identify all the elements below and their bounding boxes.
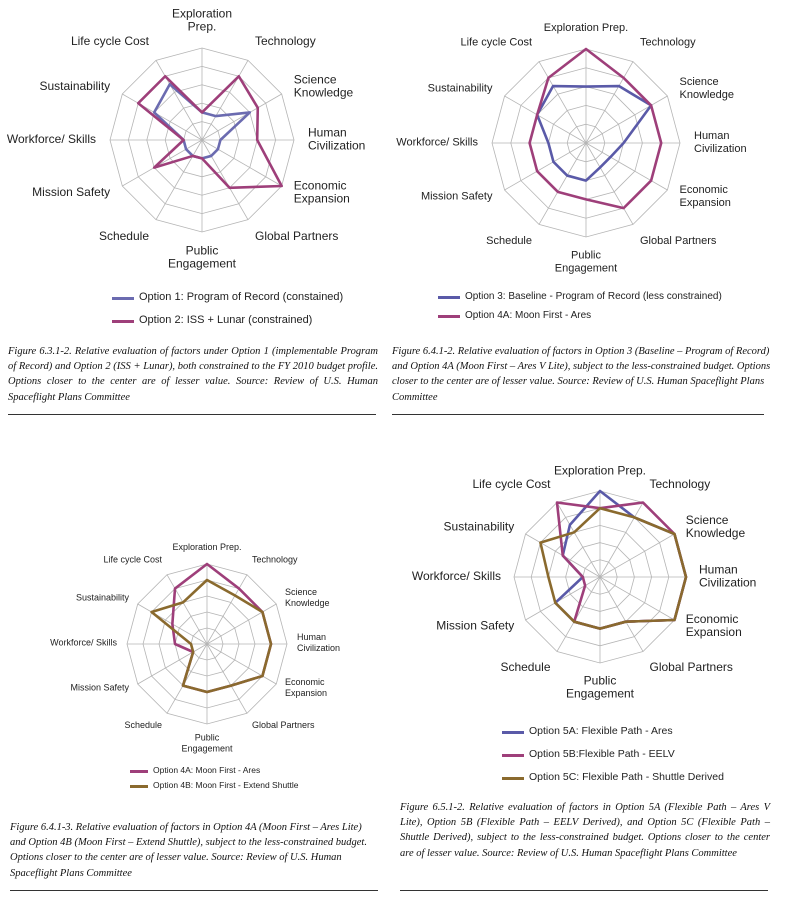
axis-label-schedule: Schedule: [500, 660, 551, 675]
axis-label-global-partners: Global Partners: [640, 235, 717, 248]
axis-label-exploration-prep: Exploration Prep.: [543, 21, 629, 34]
axis-label-schedule: Schedule: [486, 235, 532, 248]
series-line-option-5c-flexible-path-shuttle-derived: [540, 508, 686, 628]
caption-divider-4: [400, 890, 768, 891]
legend-chart-4: [502, 722, 782, 783]
radar-chart-option-4a-4b: [0, 440, 396, 760]
axis-label-human-civilization: Human Civilization: [297, 632, 341, 654]
legend-swatch: [502, 754, 524, 757]
axis-label-global-partners: Global Partners: [649, 660, 733, 675]
axis-label-science-knowledge: Science Knowledge: [679, 75, 734, 101]
legend-swatch: [112, 297, 134, 300]
axis-label-mission-safety: Mission Safety: [70, 682, 130, 693]
legend-label: Option 3: Baseline - Program of Record (less constrained): [465, 291, 722, 302]
axis-label-mission-safety: Mission Safety: [436, 618, 515, 633]
caption-divider-3: [10, 890, 378, 891]
legend-chart-3: [130, 764, 390, 794]
axis-label-schedule: Schedule: [124, 720, 162, 731]
axis-label-workforce-skills: Workforce/ Skills: [50, 637, 117, 648]
axis-label-public-engagement: Public Engagement: [167, 243, 237, 271]
legend-item-option-5a-flexible-path-ares: [502, 722, 782, 741]
axis-label-life-cycle-cost: Life cycle Cost: [472, 476, 551, 491]
legend-item-option-3-baseline-program-of-record-less-constrained: [438, 288, 778, 305]
caption-figure-6-4-1-2: Figure 6.4.1-2. Relative evaluation of factors in Option 3 (Baseline – Program of Record) and Option 4A (Moon First – Ares V Lite), subject to the less-constrained budget. Options closer to the center are of lesser value. Source: Review of U.S. Human Spaceflight Plans Committee: [392, 346, 771, 403]
radar-grid: [514, 491, 686, 663]
legend-label: Option 5B:Flexible Path - EELV: [529, 748, 675, 760]
axis-label-global-partners: Global Partners: [252, 720, 315, 731]
axis-label-workforce-skills: Workforce/ Skills: [411, 569, 501, 584]
axis-label-exploration-prep: Exploration Prep.: [172, 542, 242, 553]
axis-label-sustainability: Sustainability: [427, 82, 493, 95]
series-line-option-5b-flexible-path-eelv: [557, 503, 686, 629]
axis-label-science-knowledge: Science Knowledge: [685, 513, 746, 541]
axis-label-science-knowledge: Science Knowledge: [284, 587, 330, 609]
legend-label: Option 4A: Moon First - Ares: [153, 765, 261, 775]
axis-label-public-engagement: Public Engagement: [565, 673, 635, 701]
caption-figure-6-5-1-2: Figure 6.5.1-2. Relative evaluation of factors in Option 5A (Flexible Path – Ares V Lite), Option 5B (Flexible Path – EELV Derived), and Option 5C (Flexible Path – Shuttle Derived), subject to the less-constrained budget. Options closer to the center are of lesser value. Source: Review of U.S. Human Spaceflight Plans Committee: [400, 802, 770, 859]
legend-item-option-4b-moon-first-extend-shuttle: [130, 779, 390, 792]
axis-label-public-engagement: Public Engagement: [554, 249, 618, 275]
axis-label-human-civilization: Human Civilization: [308, 125, 366, 153]
axis-label-public-engagement: Public Engagement: [181, 732, 233, 754]
axis-label-human-civilization: Human Civilization: [699, 562, 757, 590]
legend-swatch: [438, 296, 460, 299]
legend-item-option-4a-moon-first-ares: [438, 307, 778, 324]
legend-item-option-2-iss-lunar-constrained: [112, 311, 392, 330]
legend-swatch: [130, 785, 148, 788]
legend-label: Option 4B: Moon First - Extend Shuttle: [153, 780, 299, 790]
axis-label-technology: Technology: [640, 36, 696, 49]
axis-label-technology: Technology: [255, 33, 316, 48]
legend-label: Option 5C: Flexible Path - Shuttle Derived: [529, 771, 724, 783]
axis-label-life-cycle-cost: Life cycle Cost: [70, 33, 149, 48]
axis-label-technology: Technology: [252, 554, 298, 565]
axis-label-mission-safety: Mission Safety: [32, 185, 111, 200]
axis-label-mission-safety: Mission Safety: [420, 190, 493, 203]
legend-item-option-5c-flexible-path-shuttle-derived: [502, 768, 782, 787]
radar-chart-option-1-2: [0, 0, 396, 270]
radar-grid: [492, 49, 680, 237]
legend-label: Option 4A: Moon First - Ares: [465, 310, 592, 321]
axis-label-exploration-prep: Exploration Prep.: [171, 6, 233, 34]
legend-chart-2: [438, 288, 778, 328]
axis-label-life-cycle-cost: Life cycle Cost: [103, 554, 162, 565]
caption-divider-1: [8, 414, 376, 415]
axis-label-science-knowledge: Science Knowledge: [293, 72, 354, 100]
axis-label-global-partners: Global Partners: [255, 229, 339, 244]
axis-label-sustainability: Sustainability: [39, 79, 111, 94]
legend-item-option-5b-flexible-path-eelv: [502, 745, 782, 764]
caption-figure-6-3-1-2: Figure 6.3.1-2. Relative evaluation of factors under Option 1 (implementable Program of Record) and Option 2 (ISS + Lunar), both constrained to the FY 2010 budget profile. Options closer to the center are of lesser value. Source: Review of U.S. Human Spaceflight Plans Committee: [8, 346, 378, 403]
legend-item-option-4a-moon-first-ares: [130, 764, 390, 777]
legend-chart-1: [112, 288, 392, 328]
radar-chart-option-5a-5b-5c: [396, 440, 792, 760]
series-line-option-3-baseline-program-of-record-less-constrained: [537, 86, 651, 181]
axis-label-life-cycle-cost: Life cycle Cost: [460, 36, 532, 49]
radar-chart-option-3-4a: [396, 0, 792, 275]
caption-divider-2: [392, 414, 764, 415]
legend-swatch: [130, 770, 148, 773]
legend-swatch: [502, 731, 524, 734]
axis-label-technology: Technology: [649, 476, 711, 491]
series-line-option-2-iss-lunar-constrained: [138, 76, 281, 188]
axis-label-economic-expansion: Economic Expansion: [685, 612, 742, 640]
series-line-option-5a-flexible-path-ares: [555, 491, 686, 629]
axis-label-economic-expansion: Economic Expansion: [284, 677, 327, 699]
axis-label-sustainability: Sustainability: [76, 592, 130, 603]
axis-label-workforce-skills: Workforce/ Skills: [6, 132, 96, 147]
legend-swatch: [112, 320, 134, 323]
legend-label: Option 2: ISS + Lunar (constrained): [139, 314, 313, 326]
legend-label: Option 1: Program of Record (constained): [139, 291, 344, 303]
axis-label-economic-expansion: Economic Expansion: [679, 183, 731, 209]
legend-swatch: [502, 777, 524, 780]
legend-label: Option 5A: Flexible Path - Ares: [529, 725, 673, 737]
caption-figure-6-4-1-3: Figure 6.4.1-3. Relative evaluation of factors in Option 4A (Moon First – Ares Lite) and Option 4B (Moon First – Extend Shuttle), subject to the less-constrained budget. Options closer to the center are of lesser value. Source: Review of U.S. Human Spaceflight Plans Committee: [10, 822, 367, 879]
axis-label-exploration-prep: Exploration Prep.: [553, 463, 647, 478]
series-line-option-4a-moon-first-ares: [530, 49, 662, 208]
axis-label-human-civilization: Human Civilization: [694, 129, 747, 155]
radar-grid: [127, 564, 287, 724]
axis-label-schedule: Schedule: [98, 229, 149, 244]
axis-label-workforce-skills: Workforce/ Skills: [396, 136, 478, 149]
axis-label-sustainability: Sustainability: [443, 519, 515, 534]
legend-item-option-1-program-of-record-constained: [112, 288, 392, 307]
radar-grid: [110, 48, 294, 232]
legend-swatch: [438, 315, 460, 318]
axis-label-economic-expansion: Economic Expansion: [293, 178, 350, 206]
